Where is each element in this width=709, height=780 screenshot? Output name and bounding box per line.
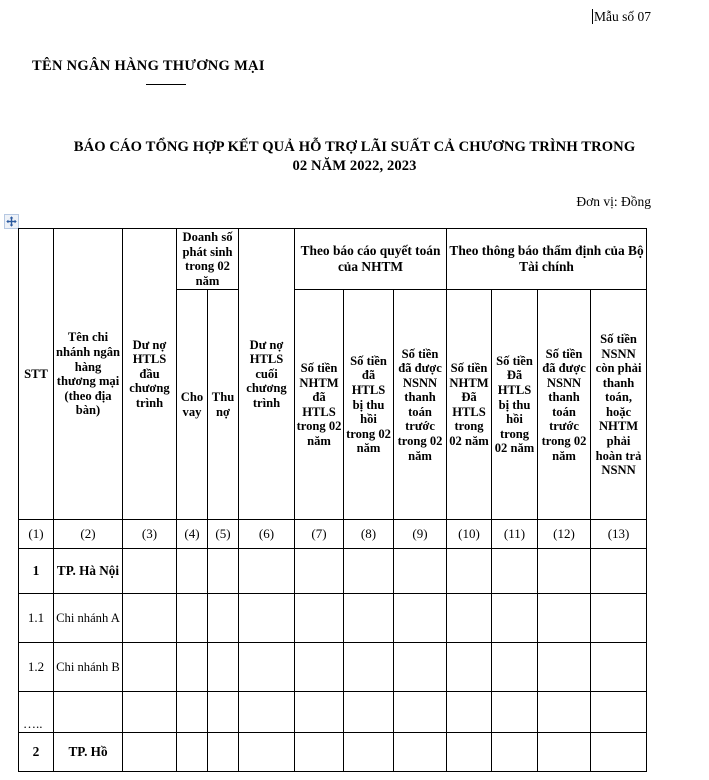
data-cell[interactable]	[295, 692, 344, 733]
data-cell[interactable]	[208, 643, 239, 692]
column-index-cell-10: (10)	[447, 520, 492, 549]
page-title	[0, 138, 709, 176]
report-table[interactable]	[18, 228, 647, 772]
column-index-cell-3: (3)	[123, 520, 177, 549]
header-cell-debt-end: Dư nợ HTLS cuối chương trình	[239, 229, 295, 520]
data-cell[interactable]	[123, 643, 177, 692]
page-title-line-2: 02 NĂM 2022, 2023	[292, 158, 417, 174]
header-cell-nhtm-amount-recovered: Số tiền đã HTLS bị thu hồi trong 02 năm	[344, 290, 394, 520]
row-number-cell: 1.2	[19, 643, 54, 692]
data-cell[interactable]	[394, 594, 447, 643]
column-index-cell-5: (5)	[208, 520, 239, 549]
data-cell[interactable]	[295, 733, 344, 772]
data-cell[interactable]	[538, 733, 591, 772]
row-number-cell: …..	[19, 692, 54, 733]
column-index-cell-9: (9)	[394, 520, 447, 549]
data-cell[interactable]	[538, 594, 591, 643]
data-cell[interactable]	[492, 733, 538, 772]
header-cell-remaining: Số tiền NSNN còn phải thanh toán, hoặc NHTM phải hoàn trả NSNN	[591, 290, 647, 520]
data-cell[interactable]	[208, 733, 239, 772]
move-cross-icon	[6, 216, 17, 227]
bank-name-underline	[146, 84, 186, 85]
data-cell[interactable]	[538, 549, 591, 594]
data-cell[interactable]	[177, 594, 208, 643]
row-branch-name-cell	[54, 692, 123, 733]
data-cell[interactable]	[447, 733, 492, 772]
table-row[interactable]	[19, 594, 647, 643]
data-cell[interactable]	[123, 594, 177, 643]
data-cell[interactable]	[492, 692, 538, 733]
data-cell[interactable]	[538, 643, 591, 692]
header-cell-nhtm-amount-htls: Số tiền NHTM đã HTLS trong 02 năm	[295, 290, 344, 520]
data-cell[interactable]	[394, 692, 447, 733]
data-cell[interactable]	[447, 549, 492, 594]
data-cell[interactable]	[177, 692, 208, 733]
data-cell[interactable]	[344, 594, 394, 643]
data-cell[interactable]	[239, 643, 295, 692]
table-row[interactable]	[19, 733, 647, 772]
column-index-cell-4: (4)	[177, 520, 208, 549]
header-cell-turnover-collect: Thu nợ	[208, 290, 239, 520]
data-cell[interactable]	[208, 549, 239, 594]
column-index-cell-13: (13)	[591, 520, 647, 549]
column-index-cell-2: (2)	[54, 520, 123, 549]
header-cell-nhtm-amount-nsnn-paid: Số tiền đã được NSNN thanh toán trước trong 02 năm	[394, 290, 447, 520]
data-cell[interactable]	[492, 594, 538, 643]
data-cell[interactable]	[394, 733, 447, 772]
data-cell[interactable]	[177, 549, 208, 594]
data-cell[interactable]	[591, 643, 647, 692]
header-cell-branch-name: Tên chi nhánh ngân hàng thương mại (theo địa bàn)	[54, 229, 123, 520]
column-index-cell-6: (6)	[239, 520, 295, 549]
form-code-label: Mẫu số 07	[594, 9, 651, 24]
table-row[interactable]	[19, 692, 647, 733]
row-branch-name-cell: TP. Hà Nội	[54, 549, 123, 594]
data-cell[interactable]	[538, 692, 591, 733]
header-cell-turnover-group: Doanh số phát sinh trong 02 năm	[177, 229, 239, 290]
data-cell[interactable]	[177, 643, 208, 692]
data-cell[interactable]	[123, 733, 177, 772]
data-cell[interactable]	[591, 594, 647, 643]
data-cell[interactable]	[295, 594, 344, 643]
data-cell[interactable]	[344, 549, 394, 594]
row-number-cell: 1	[19, 549, 54, 594]
data-cell[interactable]	[344, 643, 394, 692]
page-title-line-1: BÁO CÁO TỔNG HỢP KẾT QUẢ HỖ TRỢ LÃI SUẤT CẢ CHƯƠNG TRÌNH TRONG	[73, 139, 636, 155]
row-number-cell: 2	[19, 733, 54, 772]
data-cell[interactable]	[591, 549, 647, 594]
table-row[interactable]	[19, 549, 647, 594]
row-number-cell: 1.1	[19, 594, 54, 643]
data-cell[interactable]	[394, 549, 447, 594]
table-column-index-row	[19, 520, 647, 549]
column-index-cell-1: (1)	[19, 520, 54, 549]
column-index-cell-8: (8)	[344, 520, 394, 549]
data-cell[interactable]	[591, 733, 647, 772]
data-cell[interactable]	[492, 643, 538, 692]
data-cell[interactable]	[447, 594, 492, 643]
data-cell[interactable]	[208, 594, 239, 643]
data-cell[interactable]	[447, 692, 492, 733]
form-code	[592, 9, 651, 25]
column-index-cell-7: (7)	[295, 520, 344, 549]
data-cell[interactable]	[239, 692, 295, 733]
header-cell-group-nhtm: Theo báo cáo quyết toán của NHTM	[295, 229, 447, 290]
header-cell-btc-amount-recovered: Số tiền Đã HTLS bị thu hồi trong 02 năm	[492, 290, 538, 520]
data-cell[interactable]	[177, 733, 208, 772]
data-cell[interactable]	[123, 692, 177, 733]
header-cell-btc-amount-nsnn-paid: Số tiền đã được NSNN thanh toán trước trong 02 năm	[538, 290, 591, 520]
data-cell[interactable]	[591, 692, 647, 733]
row-branch-name-cell: Chi nhánh A	[54, 594, 123, 643]
data-cell[interactable]	[344, 692, 394, 733]
header-cell-debt-begin: Dư nợ HTLS đầu chương trình	[123, 229, 177, 520]
column-index-cell-11: (11)	[492, 520, 538, 549]
table-move-handle[interactable]	[4, 214, 19, 229]
data-cell[interactable]	[492, 549, 538, 594]
data-cell[interactable]	[295, 643, 344, 692]
data-cell[interactable]	[295, 549, 344, 594]
data-cell[interactable]	[239, 549, 295, 594]
column-index-cell-12: (12)	[538, 520, 591, 549]
data-cell[interactable]	[239, 594, 295, 643]
data-cell[interactable]	[344, 733, 394, 772]
table-row[interactable]	[19, 643, 647, 692]
data-cell[interactable]	[447, 643, 492, 692]
text-caret	[592, 9, 593, 24]
data-cell[interactable]	[394, 643, 447, 692]
bank-name-heading: TÊN NGÂN HÀNG THƯƠNG MẠI	[32, 58, 265, 74]
header-cell-btc-amount-htls: Số tiền NHTM Đã HTLS trong 02 năm	[447, 290, 492, 520]
header-cell-group-btc: Theo thông báo thẩm định của Bộ Tài chính	[447, 229, 647, 290]
header-cell-stt: STT	[19, 229, 54, 520]
unit-note: Đơn vị: Đồng	[576, 194, 651, 209]
data-cell[interactable]	[208, 692, 239, 733]
row-branch-name-cell: TP. Hồ	[54, 733, 123, 772]
data-cell[interactable]	[239, 733, 295, 772]
header-cell-turnover-lend: Cho vay	[177, 290, 208, 520]
data-cell[interactable]	[123, 549, 177, 594]
table-header-row-groups	[19, 229, 647, 290]
row-branch-name-cell: Chi nhánh B	[54, 643, 123, 692]
